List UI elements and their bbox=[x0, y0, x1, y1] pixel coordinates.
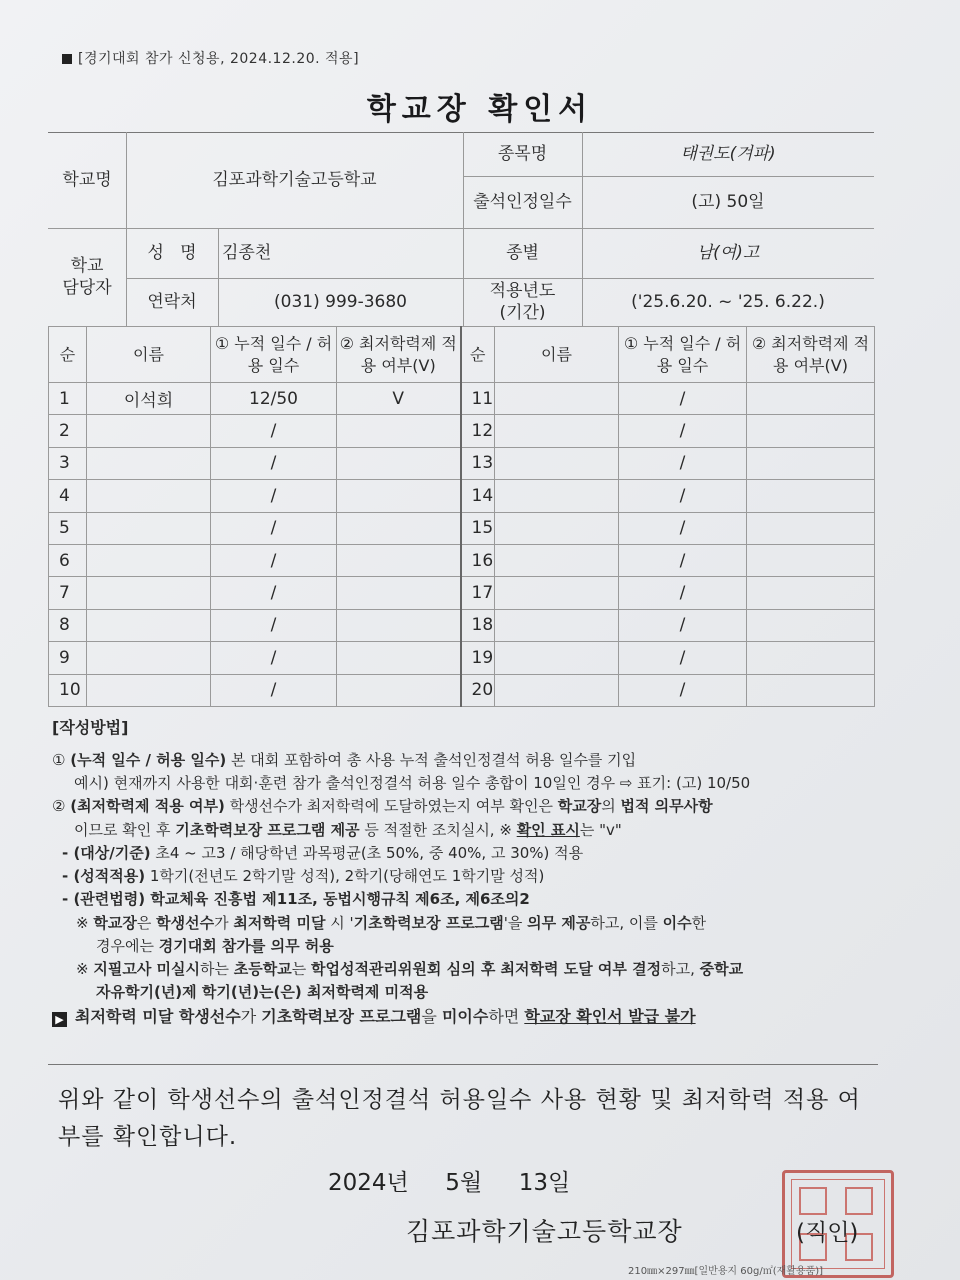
page-title: 학교장 확인서 bbox=[366, 92, 594, 127]
row-applied bbox=[747, 383, 875, 415]
row-no: 9 bbox=[49, 642, 87, 674]
row-applied bbox=[337, 512, 461, 544]
row-applied bbox=[747, 544, 875, 576]
table-row bbox=[49, 480, 875, 512]
row-no: 11 bbox=[461, 383, 495, 415]
period-value: ('25.6.20. ~ '25. 6.22.) bbox=[631, 291, 825, 312]
t: 학생선수가 최저학력에 도달하였는지 여부 확인은 bbox=[224, 797, 558, 816]
row-applied bbox=[747, 674, 875, 706]
row-days: / bbox=[211, 577, 337, 609]
table-row bbox=[49, 383, 875, 415]
guide-note-1 bbox=[52, 912, 892, 935]
guide-item-2-line2 bbox=[52, 819, 892, 842]
row-days: / bbox=[619, 512, 747, 544]
gender-value: 남(여)고 bbox=[696, 242, 760, 263]
attendance-label: 출석인정일수 bbox=[473, 191, 572, 212]
t: 는 "v" bbox=[579, 820, 622, 839]
row-name bbox=[87, 447, 211, 479]
t: 는 bbox=[291, 960, 311, 979]
row-name bbox=[495, 415, 619, 447]
row-no: 16 bbox=[461, 544, 495, 576]
header-applied: ② 최저학력제 적용 여부(V) bbox=[337, 327, 461, 383]
row-applied bbox=[747, 480, 875, 512]
header-days-2: ① 누적 일수 / 허용 일수 bbox=[619, 327, 747, 383]
guide-item-1-text: 본 대회 포함하여 총 사용 누적 출석인정결석 허용 일수를 기입 bbox=[226, 750, 637, 769]
gender-label: 종별 bbox=[506, 242, 539, 263]
t: 학교장 bbox=[93, 913, 137, 932]
row-no: 19 bbox=[461, 642, 495, 674]
t: 경기대회 참가를 의무 허용 bbox=[158, 936, 334, 955]
row-applied bbox=[337, 642, 461, 674]
row-name bbox=[495, 577, 619, 609]
row-applied bbox=[747, 447, 875, 479]
writing-guide bbox=[52, 716, 892, 1029]
row-applied bbox=[337, 609, 461, 641]
athlete-table-grid bbox=[48, 326, 875, 707]
t: - (성적적용) bbox=[62, 867, 146, 886]
period-label: 적용년도 (기간) bbox=[489, 280, 556, 323]
row-applied bbox=[337, 480, 461, 512]
t: 이므로 확인 후 bbox=[74, 820, 176, 839]
t: 가 bbox=[214, 913, 234, 932]
t: - (대상/기준) bbox=[62, 843, 151, 862]
school-label: 학교명 bbox=[62, 169, 112, 190]
header-applied-2: ② 최저학력제 적용 여부(V) bbox=[747, 327, 875, 383]
row-name bbox=[495, 544, 619, 576]
t: 하고, 이를 bbox=[590, 913, 663, 932]
row-days: / bbox=[619, 642, 747, 674]
guide-item-1 bbox=[52, 749, 892, 772]
row-name bbox=[495, 512, 619, 544]
t: 의무 제공 bbox=[527, 913, 591, 932]
t: 을 bbox=[421, 1006, 442, 1026]
t: 학교장 bbox=[557, 797, 602, 816]
row-days: / bbox=[619, 480, 747, 512]
t: 한 bbox=[691, 913, 707, 932]
row-days: / bbox=[619, 544, 747, 576]
table-row bbox=[49, 642, 875, 674]
row-days: / bbox=[211, 609, 337, 641]
t: 기초학력보장 프로그램 제공 bbox=[175, 820, 360, 839]
row-days: / bbox=[619, 609, 747, 641]
t: 학생선수 bbox=[156, 913, 215, 932]
contact-label: 연락처 bbox=[147, 291, 197, 312]
row-name bbox=[495, 609, 619, 641]
row-name bbox=[495, 447, 619, 479]
guide-heading: [작성방법] bbox=[52, 718, 129, 737]
row-applied bbox=[337, 415, 461, 447]
header-note-text: [경기대회 참가 신청용, 2024.12.20. 적용] bbox=[78, 51, 360, 67]
t: 학교장 확인서 발급 불가 bbox=[524, 1006, 696, 1026]
header-name-2: 이름 bbox=[495, 327, 619, 383]
principal-title: 김포과학기술고등학교장 bbox=[406, 1217, 683, 1246]
t: 하면 bbox=[488, 1006, 525, 1026]
seal-label: (직인) bbox=[796, 1220, 859, 1246]
name-value: 김종천 bbox=[222, 242, 272, 263]
table-row bbox=[49, 544, 875, 576]
header-name: 이름 bbox=[87, 327, 211, 383]
t: 1학기(전년도 2학기말 성적), 2학기(당해연도 1학기말 성적) bbox=[145, 867, 545, 886]
table-row bbox=[49, 577, 875, 609]
athlete-table bbox=[48, 326, 874, 707]
t: 경우에는 bbox=[96, 936, 159, 955]
guide-sub-2 bbox=[52, 865, 892, 888]
row-applied bbox=[337, 544, 461, 576]
guide-item-2-bold: (최저학력제 적용 여부) bbox=[70, 797, 225, 816]
manager-label: 학교 담당자 bbox=[62, 255, 112, 298]
t: 확인 표시 bbox=[516, 820, 580, 839]
row-days: / bbox=[211, 512, 337, 544]
section-divider bbox=[48, 1064, 878, 1065]
t: 하고, bbox=[661, 960, 700, 979]
row-applied bbox=[747, 577, 875, 609]
t: 은 bbox=[136, 913, 157, 932]
info-grid bbox=[48, 132, 874, 326]
header-days: ① 누적 일수 / 허용 일수 bbox=[211, 327, 337, 383]
t: 등 적절한 조치실시, ※ bbox=[359, 820, 517, 839]
name-label: 성 명 bbox=[147, 242, 197, 263]
row-name bbox=[87, 609, 211, 641]
attendance-value: (고) 50일 bbox=[691, 191, 765, 212]
event-value: 태권도(겨파) bbox=[680, 143, 776, 164]
header-note bbox=[62, 48, 359, 68]
row-applied bbox=[337, 447, 461, 479]
row-days: / bbox=[619, 415, 747, 447]
row-days: / bbox=[211, 674, 337, 706]
t: 초등학교 bbox=[233, 960, 292, 979]
t: 중학교 bbox=[699, 960, 744, 979]
t: 하는 bbox=[200, 960, 234, 979]
t: 지필고사 미실시 bbox=[93, 960, 200, 979]
seal-glyph bbox=[845, 1187, 873, 1215]
row-applied bbox=[747, 609, 875, 641]
row-name bbox=[87, 544, 211, 576]
row-applied bbox=[747, 512, 875, 544]
row-days: / bbox=[619, 577, 747, 609]
school-name: 김포과학기술고등학교 bbox=[212, 169, 377, 190]
row-days: / bbox=[211, 447, 337, 479]
row-days: 12/50 bbox=[211, 383, 337, 415]
issue-date: 2024년 5월 13일 bbox=[328, 1170, 571, 1196]
row-applied: V bbox=[337, 383, 461, 415]
row-no: 14 bbox=[461, 480, 495, 512]
guide-note-2 bbox=[52, 958, 892, 981]
t: 가 bbox=[240, 1006, 262, 1026]
row-applied bbox=[337, 674, 461, 706]
row-no: 6 bbox=[49, 544, 87, 576]
row-days: / bbox=[211, 642, 337, 674]
row-applied bbox=[337, 577, 461, 609]
row-applied bbox=[747, 415, 875, 447]
t: 기초학력보장 프로그램 bbox=[353, 913, 504, 932]
row-name bbox=[87, 415, 211, 447]
row-name bbox=[87, 577, 211, 609]
t: ※ bbox=[76, 960, 94, 979]
row-days: / bbox=[619, 674, 747, 706]
seal-glyph bbox=[799, 1187, 827, 1215]
table-row bbox=[49, 415, 875, 447]
guide-sub-3 bbox=[52, 888, 892, 911]
row-name: 이석희 bbox=[87, 383, 211, 415]
table-row bbox=[49, 512, 875, 544]
t: 법적 의무사항 bbox=[620, 797, 713, 816]
header-no-2: 순 bbox=[461, 327, 495, 383]
row-days: / bbox=[619, 447, 747, 479]
row-no: 1 bbox=[49, 383, 87, 415]
guide-item-1-bold: (누적 일수 / 허용 일수) bbox=[70, 750, 227, 769]
row-no: 13 bbox=[461, 447, 495, 479]
t: 최저학력 미달 bbox=[233, 913, 326, 932]
row-no: 18 bbox=[461, 609, 495, 641]
row-no: 4 bbox=[49, 480, 87, 512]
row-name bbox=[495, 480, 619, 512]
table-header-row bbox=[49, 327, 875, 383]
row-days: / bbox=[211, 544, 337, 576]
table-row bbox=[49, 674, 875, 706]
row-no: 10 bbox=[49, 674, 87, 706]
row-no: 5 bbox=[49, 512, 87, 544]
row-no: 8 bbox=[49, 609, 87, 641]
row-days: / bbox=[211, 415, 337, 447]
row-days: / bbox=[211, 480, 337, 512]
row-no: 2 bbox=[49, 415, 87, 447]
confirmation-text: 위와 같이 학생선수의 출석인정결석 허용일수 사용 현황 및 최저학력 적용 여부를 확인합니다. bbox=[58, 1087, 861, 1150]
header-no: 순 bbox=[49, 327, 87, 383]
row-no: 17 bbox=[461, 577, 495, 609]
row-name bbox=[87, 674, 211, 706]
t: 미이수 bbox=[441, 1006, 489, 1026]
t: 학업성적관리위원회 심의 후 최저학력 도달 여부 결정 bbox=[310, 960, 662, 979]
row-no: 20 bbox=[461, 674, 495, 706]
row-applied bbox=[747, 642, 875, 674]
contact-value: (031) 999-3680 bbox=[274, 291, 407, 312]
guide-note-1-line2 bbox=[52, 935, 892, 958]
row-name bbox=[87, 480, 211, 512]
row-name bbox=[495, 383, 619, 415]
t: - (관련법령) 학교체육 진흥법 제11조, 동법시행규칙 제6조, 제6조의2 bbox=[62, 890, 530, 909]
row-name bbox=[495, 642, 619, 674]
t: 시 ' bbox=[325, 913, 354, 932]
t: 이수 bbox=[662, 913, 692, 932]
guide-item-2 bbox=[52, 795, 892, 818]
event-label: 종목명 bbox=[497, 143, 548, 164]
row-days: / bbox=[619, 383, 747, 415]
t: 최저학력 미달 학생선수 bbox=[75, 1006, 241, 1026]
row-name bbox=[87, 512, 211, 544]
square-bullet-icon bbox=[62, 54, 72, 64]
table-row bbox=[49, 609, 875, 641]
row-name bbox=[87, 642, 211, 674]
row-no: 15 bbox=[461, 512, 495, 544]
table-row bbox=[49, 447, 875, 479]
t: 기초학력보장 프로그램 bbox=[261, 1006, 422, 1026]
guide-item-1-example: 예시) 현재까지 사용한 대회·훈련 참가 출석인정결석 허용 일수 총합이 10일인 경우 ⇨ 표기: (고) 10/50 bbox=[74, 774, 751, 793]
row-no: 7 bbox=[49, 577, 87, 609]
paper-spec: 210㎜×297㎜[일반용지 60g/㎡(재활용품)] bbox=[628, 1266, 824, 1277]
guide-note-2-line2: 자유학기(년)제 학기(년)는(은) 최저학력제 미적용 bbox=[96, 983, 429, 1002]
row-no: 3 bbox=[49, 447, 87, 479]
num-2: ② bbox=[52, 797, 66, 816]
t: '을 bbox=[503, 913, 528, 932]
t: ※ bbox=[76, 913, 94, 932]
arrow-right-icon: ▶ bbox=[52, 1012, 67, 1027]
t: 초4 ~ 고3 / 해당학년 과목평균(초 50%, 중 40%, 고 30%) 적용 bbox=[150, 843, 584, 862]
row-name bbox=[495, 674, 619, 706]
notice-line bbox=[52, 1005, 892, 1030]
num-1: ① bbox=[52, 750, 66, 769]
guide-sub-1 bbox=[52, 842, 892, 865]
t: 의 bbox=[601, 797, 621, 816]
row-no: 12 bbox=[461, 415, 495, 447]
